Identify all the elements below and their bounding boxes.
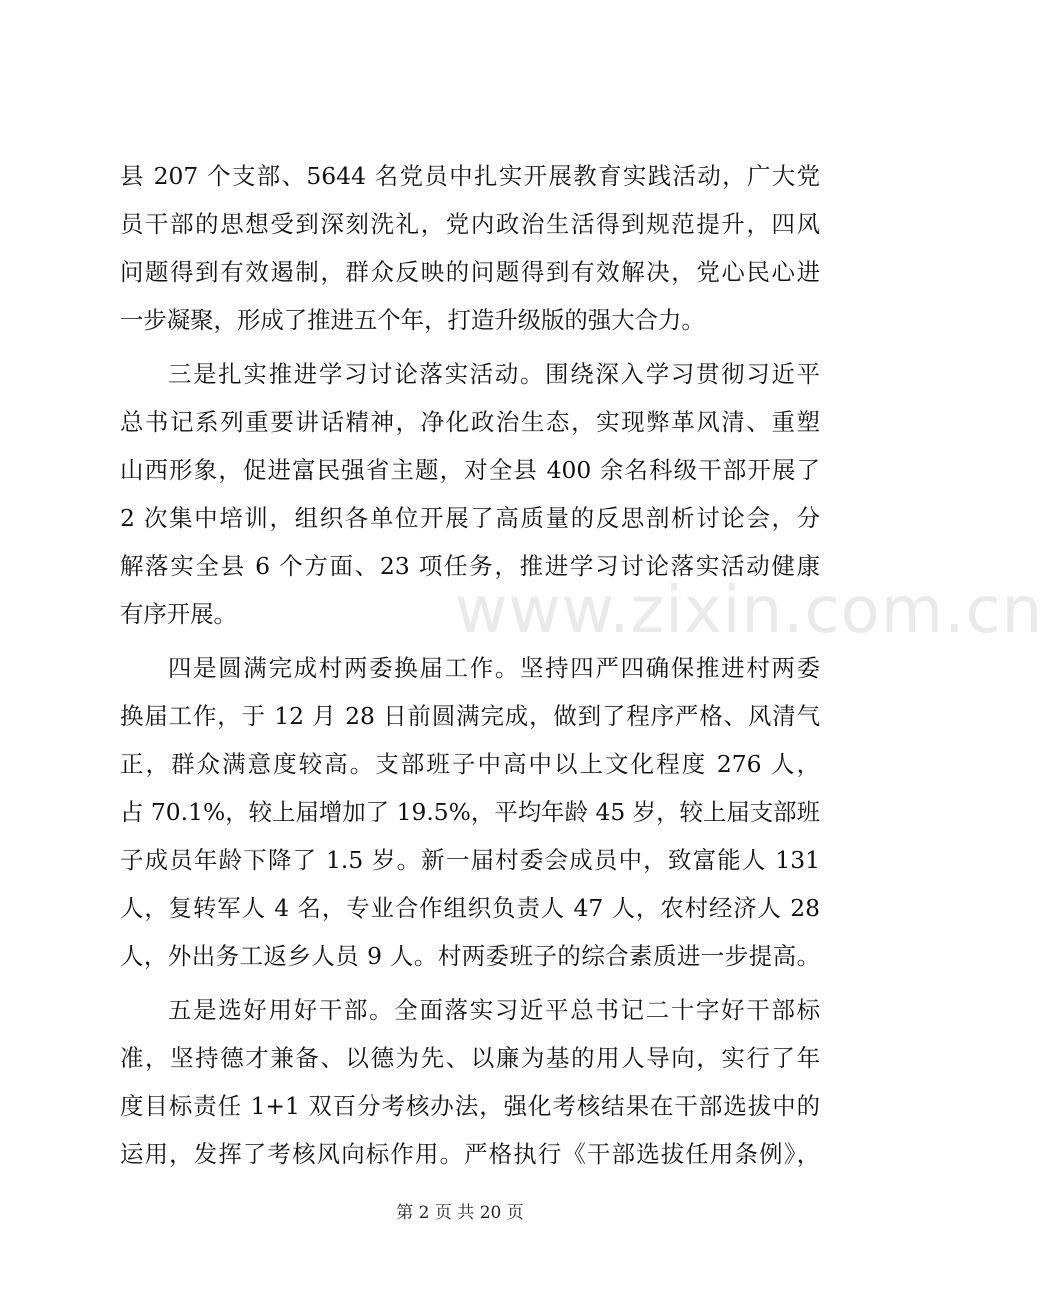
text-line: 占 70.1%，较上届增加了 19.5%，平均年龄 45 岁，较上届支部班	[120, 798, 820, 826]
watermark: www.zixin.com.cn	[455, 574, 1043, 648]
paragraph-start-line: 三是扎实推进学习讨论落实活动。围绕深入学习贯彻习近平	[168, 360, 820, 388]
text-line: 人，外出务工返乡人员 9 人。村两委班子的综合素质进一步提高。	[120, 942, 820, 970]
text-line: 人，复转军人 4 名，专业合作组织负责人 47 人，农村经济人 28	[120, 894, 820, 922]
text-line: 运用，发挥了考核风向标作用。严格执行《干部选拔任用条例》，	[120, 1140, 820, 1168]
text-line: 子成员年龄下降了 1.5 岁。新一届村委会成员中，致富能人 131	[120, 846, 820, 874]
text-line: 总书记系列重要讲话精神，净化政治生态，实现弊革风清、重塑	[120, 408, 820, 436]
text-line: 县 207 个支部、5644 名党员中扎实开展教育实践活动，广大党	[120, 162, 820, 190]
page-footer: 第 2 页 共 20 页	[396, 1203, 524, 1223]
paragraph-start-line: 五是选好用好干部。全面落实习近平总书记二十字好干部标	[168, 996, 820, 1024]
text-line: 正，群众满意度较高。支部班子中高中以上文化程度 276 人，	[120, 750, 820, 778]
text-line: 准，坚持德才兼备、以德为先、以廉为基的用人导向，实行了年	[120, 1044, 820, 1072]
paragraph-start-line: 四是圆满完成村两委换届工作。坚持四严四确保推进村两委	[168, 654, 820, 682]
text-line: 换届工作，于 12 月 28 日前圆满完成，做到了程序严格、风清气	[120, 702, 820, 730]
document-body	[120, 152, 820, 1178]
text-line: 山西形象，促进富民强省主题，对全县 400 余名科级干部开展了	[120, 456, 820, 484]
text-line: 度目标责任 1+1 双百分考核办法，强化考核结果在干部选拔中的	[120, 1092, 820, 1120]
text-line: 员干部的思想受到深刻洗礼，党内政治生活得到规范提升，四风	[120, 210, 820, 238]
text-line: 一步凝聚，形成了推进五个年，打造升级版的强大合力。	[120, 306, 705, 334]
text-line: 有序开展。	[120, 600, 237, 628]
text-line: 问题得到有效遏制，群众反映的问题得到有效解决，党心民心进	[120, 258, 820, 286]
text-line: 解落实全县 6 个方面、23 项任务，推进学习讨论落实活动健康	[120, 552, 820, 580]
text-line: 2 次集中培训，组织各单位开展了高质量的反思剖析讨论会，分	[120, 504, 820, 532]
